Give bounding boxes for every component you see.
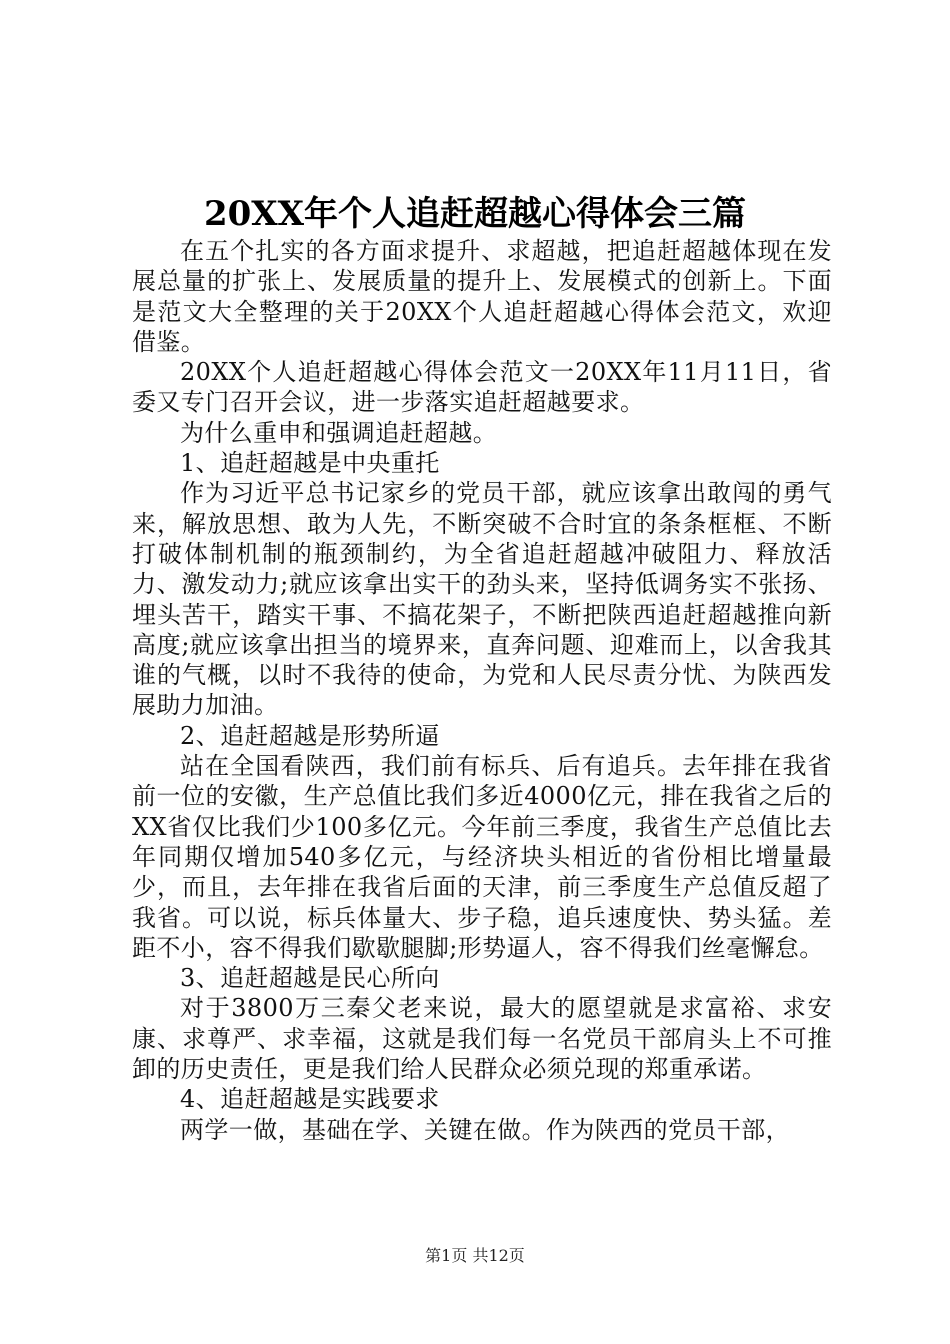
paragraph: 在五个扎实的各方面求提升、求超越，把追赶超越体现在发展总量的扩张上、发展质量的提升上、发展模式的创新上。下面是范文大全整理的关于20XX个人追赶超越心得体会范文，欢迎借鉴。 bbox=[132, 237, 832, 356]
document-title: 20XX年个人追赶超越心得体会三篇 bbox=[203, 194, 747, 234]
paragraph: 20XX个人追赶超越心得体会范文一20XX年11月11日，省委又专门召开会议，进一步落实追赶超越要求。 bbox=[132, 358, 832, 417]
paragraph: 作为习近平总书记家乡的党员干部，就应该拿出敢闯的勇气来，解放思想、敢为人先，不断突破不合时宜的条条框框、不断打破体制机制的瓶颈制约，为全省追赶超越冲破阻力、释放活力、激发动力;就应该拿出实干的劲头来，坚持低调务实不张扬、埋头苦干，踏实干事、不搞花架子，不断把陕西追赶超越推向新高度;就应该拿出担当的境界来，直奔问题、迎难而上，以舍我其谁的气概，以时不我待的使命，为党和人民尽责分忧、为陕西发展助力加油。 bbox=[132, 479, 832, 720]
paragraph: 对于3800万三秦父老来说，最大的愿望就是求富裕、求安康、求尊严、求幸福，这就是我们每一名党员干部肩头上不可推卸的历史责任，更是我们给人民群众必须兑现的郑重承诺。 bbox=[132, 994, 832, 1084]
section-heading: 3、追赶超越是民心所向 bbox=[180, 964, 440, 993]
page-footer: 第1页 共12页 bbox=[425, 1246, 525, 1265]
paragraph: 为什么重申和强调追赶超越。 bbox=[180, 418, 498, 447]
section-heading: 2、追赶超越是形势所逼 bbox=[180, 721, 440, 750]
section-heading: 1、追赶超越是中央重托 bbox=[180, 449, 440, 478]
paragraph: 两学一做，基础在学、关键在做。作为陕西的党员干部， bbox=[180, 1115, 790, 1144]
paragraph: 站在全国看陕西，我们前有标兵、后有追兵。去年排在我省前一位的安徽，生产总值比我们多近4000亿元，排在我省之后的XX省仅比我们少100多亿元。今年前三季度，我省生产总值比去年同期仅增加540多亿元，与经济块头相近的省份相比增量最少，而且，去年排在我省后面的天津，前三季度生产总值反超了我省。可以说，标兵体量大、步子稳，追兵速度快、势头猛。差距不小，容不得我们歇歇腿脚;形势逼人，容不得我们丝毫懈怠。 bbox=[132, 752, 832, 962]
document-body bbox=[132, 236, 832, 1145]
section-heading: 4、追赶超越是实践要求 bbox=[180, 1085, 440, 1114]
